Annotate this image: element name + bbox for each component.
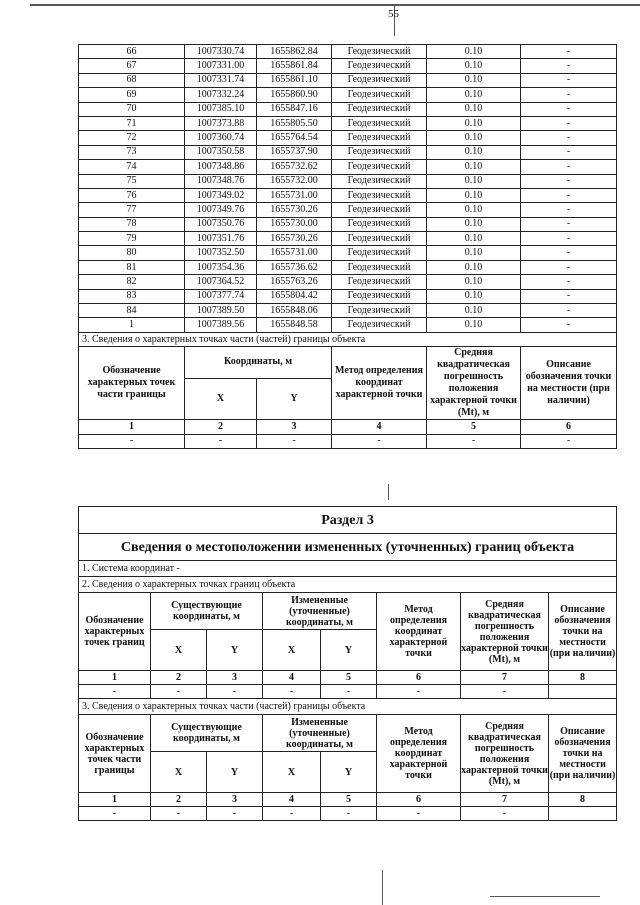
header-x: X	[151, 630, 207, 671]
empty-cell: -	[377, 685, 461, 699]
cell-desc: -	[521, 174, 617, 188]
table-row	[79, 45, 617, 59]
cell-mt: 0.10	[427, 145, 521, 159]
table-row	[79, 145, 617, 159]
cell-n: 75	[79, 174, 185, 188]
header-existing: Существующие координаты, м	[151, 593, 263, 630]
table-row	[79, 131, 617, 145]
cell-x: 1007354.36	[185, 260, 257, 274]
cell-desc: -	[521, 102, 617, 116]
cell-n: 76	[79, 188, 185, 202]
boundary-empty-row	[79, 685, 617, 699]
cell-mt: 0.10	[427, 275, 521, 289]
cell-desc: -	[521, 59, 617, 73]
cell-y: 1655731.00	[257, 246, 332, 260]
cell-method: Геодезический	[332, 145, 427, 159]
table-row	[79, 260, 617, 274]
cell-mt: 0.10	[427, 246, 521, 260]
index-cell: 2	[185, 420, 257, 434]
empty-cell: -	[151, 807, 207, 821]
cell-mt: 0.10	[427, 174, 521, 188]
cell-mt: 0.10	[427, 232, 521, 246]
cell-method: Геодезический	[332, 160, 427, 174]
cell-method: Геодезический	[332, 88, 427, 102]
cell-method: Геодезический	[332, 188, 427, 202]
cell-n: 83	[79, 289, 185, 303]
header-x: X	[263, 630, 321, 671]
cell-x: 1007385.10	[185, 102, 257, 116]
part-header-row	[79, 715, 617, 752]
part-empty-row	[79, 807, 617, 821]
cell-mt: 0.10	[427, 88, 521, 102]
table-row	[79, 289, 617, 303]
header-desc: Описание обозначения точки на местности (при наличии)	[549, 593, 617, 671]
table-row	[79, 275, 617, 289]
cell-n: 66	[79, 45, 185, 59]
index-cell: 5	[321, 793, 377, 807]
section-subtitle-row	[79, 534, 617, 561]
cell-mt: 0.10	[427, 260, 521, 274]
empty-cell: -	[79, 434, 185, 448]
coordinates-rows	[79, 45, 617, 333]
cell-desc: -	[521, 304, 617, 318]
header-y: Y	[207, 630, 263, 671]
cell-n: 68	[79, 73, 185, 87]
header-designation: Обозначение характерных точек части границы	[79, 347, 185, 420]
empty-cell: -	[521, 434, 617, 448]
cell-x: 1007364.52	[185, 275, 257, 289]
index-cell: 5	[321, 671, 377, 685]
cell-x: 1007349.76	[185, 203, 257, 217]
index-cell: 3	[207, 671, 263, 685]
cell-method: Геодезический	[332, 304, 427, 318]
index-cell: 3	[207, 793, 263, 807]
cell-x: 1007350.76	[185, 217, 257, 231]
section-title: Раздел 3	[79, 507, 617, 534]
cell-n: 74	[79, 160, 185, 174]
cell-x: 1007331.74	[185, 73, 257, 87]
cell-method: Геодезический	[332, 131, 427, 145]
empty-cell: -	[263, 807, 321, 821]
table-row	[79, 203, 617, 217]
header-designation: Обозначение характерных точек границ	[79, 593, 151, 671]
empty-cell: -	[377, 807, 461, 821]
cell-desc: -	[521, 145, 617, 159]
table-row	[79, 88, 617, 102]
cell-method: Геодезический	[332, 203, 427, 217]
boundary-header-row	[79, 593, 617, 630]
part-header-row	[79, 347, 617, 378]
cell-method: Геодезический	[332, 73, 427, 87]
empty-cell	[549, 685, 617, 699]
index-cell: 3	[257, 420, 332, 434]
cell-n: 70	[79, 102, 185, 116]
empty-cell: -	[321, 807, 377, 821]
cell-desc: -	[521, 73, 617, 87]
cell-y: 1655804.42	[257, 289, 332, 303]
cell-desc: -	[521, 246, 617, 260]
cell-mt: 0.10	[427, 131, 521, 145]
part-index-row	[79, 420, 617, 434]
empty-cell: -	[79, 685, 151, 699]
cell-desc: -	[521, 232, 617, 246]
header-desc: Описание обозначения точки на местности (при наличии)	[549, 715, 617, 793]
cell-method: Геодезический	[332, 102, 427, 116]
header-desc: Описание обозначения точки на местности (при наличии)	[521, 347, 617, 420]
empty-cell	[549, 807, 617, 821]
index-cell: 6	[521, 420, 617, 434]
cell-method: Геодезический	[332, 232, 427, 246]
cell-y: 1655805.50	[257, 116, 332, 130]
index-cell: 2	[151, 793, 207, 807]
cell-x: 1007389.56	[185, 318, 257, 332]
table-row	[79, 246, 617, 260]
header-x: X	[185, 378, 257, 420]
header-mt: Средняя квадратическая погрешность положения характерной точки (Mt), м	[427, 347, 521, 420]
cell-x: 1007360.74	[185, 131, 257, 145]
cell-desc: -	[521, 116, 617, 130]
cell-desc: -	[521, 260, 617, 274]
index-cell: 1	[79, 420, 185, 434]
cell-x: 1007330.74	[185, 45, 257, 59]
cell-y: 1655861.10	[257, 73, 332, 87]
cell-y: 1655861.84	[257, 59, 332, 73]
header-changed: Измененные (уточненные) координаты, м	[263, 593, 377, 630]
index-cell: 8	[549, 793, 617, 807]
header-method: Метод определения координат характерной точки	[377, 593, 461, 671]
part-empty-row	[79, 434, 617, 448]
cell-y: 1655732.00	[257, 174, 332, 188]
empty-cell: -	[427, 434, 521, 448]
cell-y: 1655860.90	[257, 88, 332, 102]
boundary-label: 2. Сведения о характерных точках границ объекта	[79, 577, 617, 593]
header-method: Метод определения координат характерной точки	[332, 347, 427, 420]
header-changed: Измененные (уточненные) координаты, м	[263, 715, 377, 752]
boundary-label-row	[79, 577, 617, 593]
cell-x: 1007349.02	[185, 188, 257, 202]
cell-n: 67	[79, 59, 185, 73]
coordinates-table	[78, 44, 617, 449]
cell-y: 1655732.62	[257, 160, 332, 174]
cell-y: 1655848.06	[257, 304, 332, 318]
empty-cell: -	[263, 685, 321, 699]
cell-mt: 0.10	[427, 217, 521, 231]
cell-y: 1655730.26	[257, 232, 332, 246]
header-y: Y	[257, 378, 332, 420]
index-cell: 6	[377, 793, 461, 807]
cell-method: Геодезический	[332, 217, 427, 231]
section-3-table	[78, 506, 617, 821]
cell-n: 78	[79, 217, 185, 231]
section-subtitle: Сведения о местоположении измененных (уточненных) границ объекта	[79, 534, 617, 561]
cell-n: 82	[79, 275, 185, 289]
cell-x: 1007373.88	[185, 116, 257, 130]
cell-desc: -	[521, 160, 617, 174]
cell-x: 1007389.50	[185, 304, 257, 318]
cell-method: Геодезический	[332, 45, 427, 59]
header-x: X	[263, 752, 321, 793]
index-cell: 4	[263, 793, 321, 807]
cell-desc: -	[521, 289, 617, 303]
cell-desc: -	[521, 131, 617, 145]
empty-cell: -	[332, 434, 427, 448]
header-y: Y	[321, 752, 377, 793]
cell-desc: -	[521, 45, 617, 59]
cell-y: 1655730.00	[257, 217, 332, 231]
cell-x: 1007332.24	[185, 88, 257, 102]
part-label: 3. Сведения о характерных точках части (частей) границы объекта	[79, 699, 617, 715]
cell-y: 1655848.58	[257, 318, 332, 332]
cell-mt: 0.10	[427, 318, 521, 332]
table-row	[79, 304, 617, 318]
part-index-row	[79, 793, 617, 807]
cell-x: 1007350.58	[185, 145, 257, 159]
cell-mt: 0.10	[427, 116, 521, 130]
index-cell: 4	[263, 671, 321, 685]
index-cell: 7	[461, 671, 549, 685]
index-cell: 1	[79, 793, 151, 807]
index-cell: 2	[151, 671, 207, 685]
page-number: 55	[388, 8, 399, 20]
table-row	[79, 116, 617, 130]
empty-cell: -	[257, 434, 332, 448]
index-cell: 6	[377, 671, 461, 685]
cell-desc: -	[521, 217, 617, 231]
scan-artifact-line	[388, 484, 389, 500]
cell-mt: 0.10	[427, 160, 521, 174]
coord-system-label: 1. Система координат -	[79, 561, 617, 577]
cell-n: 80	[79, 246, 185, 260]
cell-method: Геодезический	[332, 260, 427, 274]
cell-y: 1655731.00	[257, 188, 332, 202]
empty-cell: -	[461, 807, 549, 821]
cell-mt: 0.10	[427, 73, 521, 87]
header-mt: Средняя квадратическая погрешность положения характерной точки (Mt), м	[461, 593, 549, 671]
part-section-row	[79, 332, 617, 346]
cell-desc: -	[521, 275, 617, 289]
cell-method: Геодезический	[332, 116, 427, 130]
cell-method: Геодезический	[332, 246, 427, 260]
coord-system-row	[79, 561, 617, 577]
cell-y: 1655764.54	[257, 131, 332, 145]
cell-method: Геодезический	[332, 289, 427, 303]
cell-mt: 0.10	[427, 59, 521, 73]
index-cell: 4	[332, 420, 427, 434]
index-cell: 7	[461, 793, 549, 807]
cell-x: 1007331.00	[185, 59, 257, 73]
cell-n: 72	[79, 131, 185, 145]
cell-y: 1655730.26	[257, 203, 332, 217]
cell-mt: 0.10	[427, 289, 521, 303]
cell-n: 77	[79, 203, 185, 217]
cell-mt: 0.10	[427, 188, 521, 202]
cell-y: 1655736.62	[257, 260, 332, 274]
cell-mt: 0.10	[427, 304, 521, 318]
empty-cell: -	[321, 685, 377, 699]
section-title-row	[79, 507, 617, 534]
cell-y: 1655763.26	[257, 275, 332, 289]
cell-method: Геодезический	[332, 318, 427, 332]
header-y: Y	[321, 630, 377, 671]
index-cell: 8	[549, 671, 617, 685]
header-method: Метод определения координат характерной точки	[377, 715, 461, 793]
table-row	[79, 73, 617, 87]
cell-y: 1655847.16	[257, 102, 332, 116]
cell-desc: -	[521, 318, 617, 332]
cell-x: 1007348.86	[185, 160, 257, 174]
table-row	[79, 232, 617, 246]
scan-artifact-line	[490, 896, 600, 897]
cell-mt: 0.10	[427, 203, 521, 217]
index-cell: 5	[427, 420, 521, 434]
empty-cell: -	[207, 807, 263, 821]
part-section-label: 3. Сведения о характерных точках части (частей) границы объекта	[79, 332, 617, 346]
table-row	[79, 174, 617, 188]
cell-desc: -	[521, 203, 617, 217]
empty-cell: -	[461, 685, 549, 699]
index-cell: 1	[79, 671, 151, 685]
header-existing: Существующие координаты, м	[151, 715, 263, 752]
cell-n: 71	[79, 116, 185, 130]
cell-method: Геодезический	[332, 59, 427, 73]
table-row	[79, 217, 617, 231]
cell-x: 1007351.76	[185, 232, 257, 246]
table-row	[79, 318, 617, 332]
cell-n: 1	[79, 318, 185, 332]
table-row	[79, 59, 617, 73]
cell-x: 1007348.76	[185, 174, 257, 188]
cell-x: 1007352.50	[185, 246, 257, 260]
cell-mt: 0.10	[427, 45, 521, 59]
header-mt: Средняя квадратическая погрешность положения характерной точки (Mt), м	[461, 715, 549, 793]
header-y: Y	[207, 752, 263, 793]
header-designation: Обозначение характерных точек части границы	[79, 715, 151, 793]
cell-desc: -	[521, 88, 617, 102]
cell-n: 73	[79, 145, 185, 159]
boundary-index-row	[79, 671, 617, 685]
table-row	[79, 102, 617, 116]
header-coords: Координаты, м	[185, 347, 332, 378]
cell-y: 1655737.90	[257, 145, 332, 159]
part-label-row	[79, 699, 617, 715]
cell-n: 84	[79, 304, 185, 318]
cell-desc: -	[521, 188, 617, 202]
scan-artifact-line	[382, 870, 383, 905]
cell-n: 79	[79, 232, 185, 246]
cell-n: 69	[79, 88, 185, 102]
header-x: X	[151, 752, 207, 793]
cell-y: 1655862.84	[257, 45, 332, 59]
cell-method: Геодезический	[332, 174, 427, 188]
table-row	[79, 160, 617, 174]
scan-artifact-line	[30, 4, 640, 6]
empty-cell: -	[185, 434, 257, 448]
cell-method: Геодезический	[332, 275, 427, 289]
cell-mt: 0.10	[427, 102, 521, 116]
table-row	[79, 188, 617, 202]
empty-cell: -	[207, 685, 263, 699]
empty-cell: -	[79, 807, 151, 821]
empty-cell: -	[151, 685, 207, 699]
cell-x: 1007377.74	[185, 289, 257, 303]
cell-n: 81	[79, 260, 185, 274]
